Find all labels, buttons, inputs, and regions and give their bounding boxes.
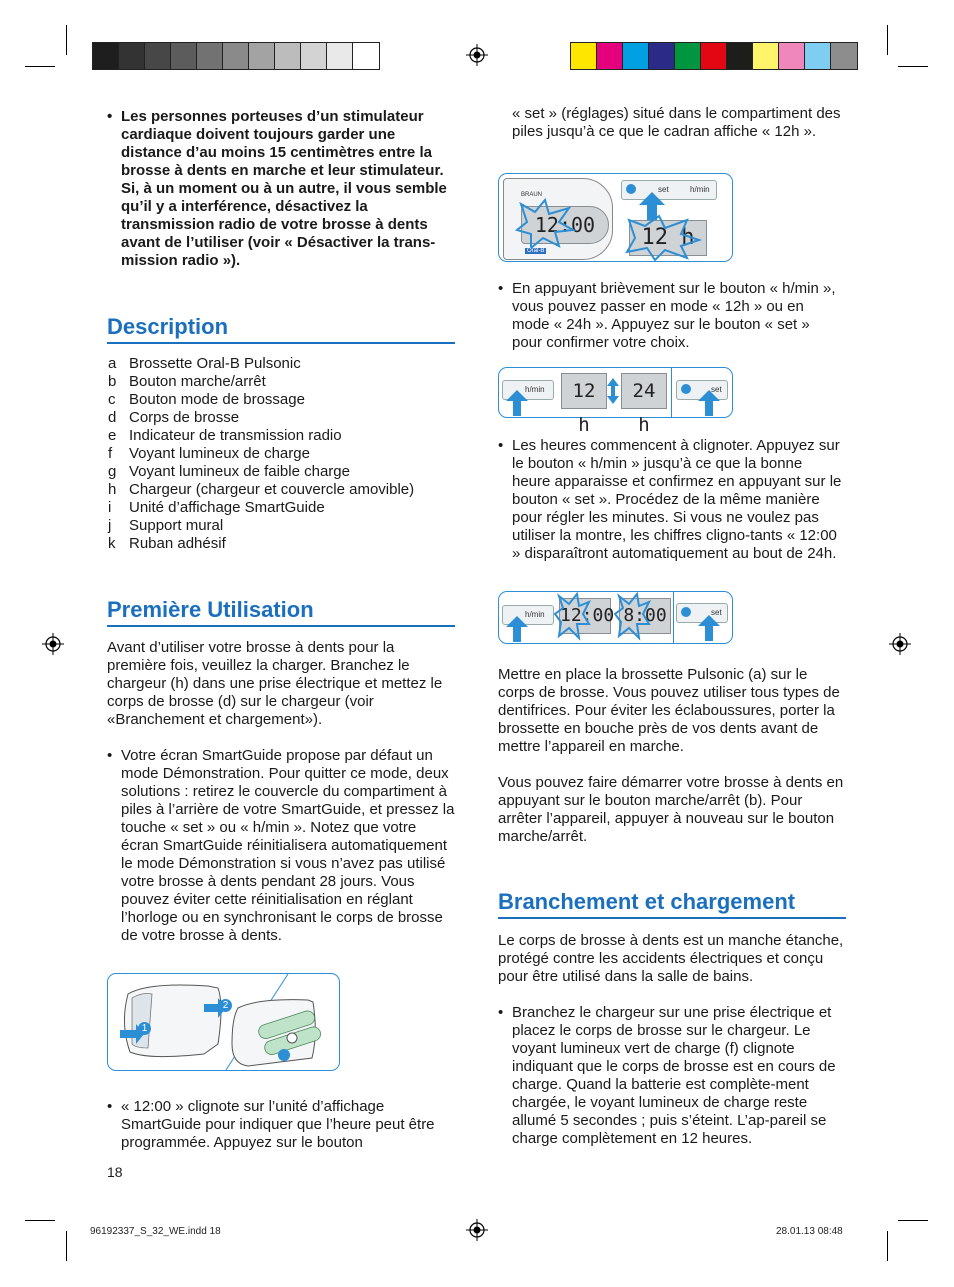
blink-block [107, 1098, 457, 1152]
clock-icon [681, 384, 691, 394]
parts-list [108, 355, 458, 553]
registration-mark-icon [466, 1219, 488, 1241]
mode-12h: 12 h [572, 380, 596, 436]
set-continuation-block [498, 105, 843, 141]
parts-list-item [108, 535, 458, 553]
mode-24h: 24 h [632, 380, 656, 436]
blink-burst-icon [555, 594, 589, 638]
color-swatch [353, 43, 379, 69]
mode-value: 12 h [641, 225, 695, 250]
braun-brand: BRAUN [521, 192, 543, 198]
parts-list-item [108, 409, 458, 427]
color-swatch [753, 43, 779, 69]
description-heading: Description [107, 314, 455, 344]
part-label: Bouton mode de brossage [129, 391, 305, 408]
swap-arrows-icon [607, 378, 619, 404]
part-key: e [108, 427, 117, 444]
clock-icon [626, 184, 636, 194]
color-swatch [145, 43, 171, 69]
parts-list-item [108, 499, 458, 517]
set-label: set [711, 608, 722, 617]
color-swatch [223, 43, 249, 69]
color-swatch [93, 43, 119, 69]
charging-heading: Branchement et chargement [498, 889, 846, 919]
part-key: k [108, 535, 116, 552]
gray-calibration-bar [92, 42, 380, 70]
parts-list-item [108, 355, 458, 373]
color-swatch [649, 43, 675, 69]
crop-mark [66, 25, 67, 55]
parts-list-item [108, 463, 458, 481]
mode-switch-figure [498, 367, 733, 436]
part-label: Brossette Oral-B Pulsonic [129, 355, 301, 372]
first-use-heading: Première Utilisation [107, 597, 455, 627]
set-continuation-text: « set » (réglages) situé dans le compartiment des piles jusqu’à ce que le cadran affiche « 12h ». [512, 105, 841, 140]
color-swatch [701, 43, 727, 69]
part-key: j [108, 517, 112, 534]
time-a: 12:00 [560, 605, 615, 626]
hmin-label: h/min [525, 385, 545, 394]
crop-mark [898, 66, 928, 67]
parts-list-item [108, 391, 458, 409]
first-use-paragraph: Avant d’utiliser votre brosse à dents pour la première fois, veuillez la charger. Branchez le chargeur (h) dans une prise électrique et mettez le corps de brosse (d) sur le chargeur (voir «Branchement et chargement»). [107, 639, 443, 728]
color-swatch [119, 43, 145, 69]
blink-burst-icon [615, 594, 649, 638]
pulsonic-paragraph: Mettre en place la brossette Pulsonic (a) sur le corps de brosse. Vous pouvez utiliser tous types de dentifrices. Pour éviter les éclaboussures, porter la brossette en bouche près de vos dents avant de mettre l’appareil en marche. [498, 666, 840, 755]
registration-mark-icon [889, 633, 911, 655]
step-2-badge: 2 [219, 999, 232, 1012]
color-swatch [831, 43, 857, 69]
crop-mark [25, 1220, 55, 1221]
part-label: Support mural [129, 517, 224, 534]
part-key: d [108, 409, 117, 426]
registration-mark-icon [466, 44, 488, 66]
pacemaker-warning: • Les personnes porteuses d’un stimulateur cardiaque doivent toujours garder une distance d’au moins 15 centimètres entre la brosse à dents en marche et leur stimulateur. Si, à un moment ou à un autre, il vous semble qu’il y a interférence, désactivez la transmission radio de votre brosse à dents avant de l’utiliser (voir « Désactiver la trans-mission radio »). [107, 108, 457, 270]
hours-bullet: • Les heures commencent à clignoter. Appuyez sur le bouton « h/min » jusqu’à ce que la bonne heure apparaisse et confirmez en appuyant sur le bouton « set ». Procédez de la même manière pour régler les minutes. Si vous ne voulez pas utiliser la montre, les chiffres cligno-tants « 12:00 » disparaîtront automatiquement au bout de 24h. [498, 437, 843, 563]
oralb-logo: Oral-B [527, 248, 545, 254]
set-label: set [711, 385, 722, 394]
file-name: 96192337_S_32_WE.indd 18 [90, 1226, 221, 1237]
arrow-up-icon [506, 616, 528, 642]
color-swatch [805, 43, 831, 69]
arrow-up-icon [698, 615, 720, 641]
time-set-figure [498, 591, 733, 644]
blink-burst-icon [625, 214, 701, 260]
charging-bullet: • Branchez le chargeur sur une prise électrique et placez le corps de brosse sur le chargeur. Le voyant lumineux vert de charge (f) clignote indiquant que le corps de brosse est en cours de charge. Quand la batterie est complète-ment chargée, le voyant lumineux de charge reste allumé 5 secondes ; puis s’éteint. L’ap-pareil se charge complètement en 12 heures. [498, 1004, 848, 1148]
part-label: Ruban adhésif [129, 535, 226, 552]
color-swatch [275, 43, 301, 69]
color-swatch [779, 43, 805, 69]
set-label: set [658, 185, 669, 194]
blink-bullet: • « 12:00 » clignote sur l’unité d’affichage SmartGuide pour indiquer que l’heure peut être programmée. Appuyez sur le bouton [107, 1098, 457, 1152]
part-key: c [108, 391, 116, 408]
arrow-up-icon [506, 390, 528, 416]
step-1-badge: 1 [138, 1022, 151, 1035]
color-swatch [171, 43, 197, 69]
parts-list-item [108, 373, 458, 391]
battery-compartment-figure [107, 973, 340, 1071]
time-b: 8:00 [623, 605, 667, 626]
mode-12h-display [561, 373, 607, 436]
clock-time: 12:00 [534, 213, 596, 237]
hours-block [498, 437, 843, 563]
print-date: 28.01.13 08:48 [776, 1226, 843, 1237]
color-swatch [197, 43, 223, 69]
blink-burst-icon [515, 200, 575, 248]
part-key: a [108, 355, 117, 372]
parts-list-item [108, 445, 458, 463]
usage-block [498, 666, 848, 846]
part-label: Voyant lumineux de charge [129, 445, 310, 462]
color-swatch [301, 43, 327, 69]
divider [673, 592, 674, 643]
crop-mark [887, 1231, 888, 1261]
part-key: h [108, 481, 117, 498]
color-swatch [675, 43, 701, 69]
clock-icon [681, 607, 691, 617]
hmin-label: h/min [690, 185, 710, 194]
color-swatch [327, 43, 353, 69]
color-swatch [571, 43, 597, 69]
crop-mark [66, 1231, 67, 1261]
first-use-block [107, 639, 457, 945]
crop-mark [898, 1220, 928, 1221]
part-key: i [108, 499, 112, 516]
page-number: 18 [107, 1164, 123, 1180]
parts-list-item [108, 481, 458, 499]
color-swatch [623, 43, 649, 69]
charging-block [498, 932, 848, 1148]
part-label: Corps de brosse [129, 409, 240, 426]
color-swatch [727, 43, 753, 69]
part-key: f [108, 445, 113, 462]
color-swatch [249, 43, 275, 69]
hmin-bullet: • En appuyant brièvement sur le bouton « h/min », vous pouvez passer en mode « 12h » ou en mode « 24h ». Appuyez sur le bouton « set » pour confirmer votre choix. [498, 280, 843, 352]
mode-24h-display [621, 373, 667, 436]
part-key: b [108, 373, 117, 390]
part-label: Bouton marche/arrêt [129, 373, 266, 390]
parts-list-item [108, 427, 458, 445]
arrow-up-icon [698, 390, 720, 416]
hmin-block [498, 280, 843, 352]
registration-mark-icon [42, 633, 64, 655]
smartguide-demo-bullet: • Votre écran SmartGuide propose par défaut un mode Démonstration. Pour quitter ce mode, deux solutions : retirez le couvercle du compartiment à piles à l’arrière de votre SmartGuide, et pressez la touche « set » ou « h/min ». Notez que votre écran SmartGuide réinitialisera automatiquement le mode Démonstration si vous n’avez pas utilisé votre brosse à dents pendant 28 jours. Vous pouvez éviter cette réinitialisation en réglant l’horloge ou en synchronisant le corps de brosse de votre brosse à dents. [107, 747, 457, 945]
part-label: Indicateur de transmission radio [129, 427, 342, 444]
divider [671, 368, 672, 417]
part-label: Voyant lumineux de faible charge [129, 463, 350, 480]
intro-bullet-block [107, 108, 457, 270]
crop-mark [887, 25, 888, 55]
color-calibration-bar [570, 42, 858, 70]
button-bar [621, 180, 717, 200]
part-key: g [108, 463, 117, 480]
crop-mark [25, 66, 55, 67]
charging-paragraph: Le corps de brosse à dents est un manche étanche, protégé contre les accidents électriques et conçu pour être utilisé dans la salle de bains. [498, 932, 844, 985]
part-label: Chargeur (chargeur et couvercle amovible) [129, 481, 415, 498]
part-label: Unité d’affichage SmartGuide [129, 499, 325, 516]
parts-list-item [108, 517, 458, 535]
color-swatch [597, 43, 623, 69]
smartguide-display-figure [498, 173, 733, 262]
hmin-label: h/min [525, 610, 545, 619]
start-paragraph: Vous pouvez faire démarrer votre brosse à dents en appuyant sur le bouton marche/arrêt (b). Pour arrêter l’appareil, appuyer à nouveau sur le bouton marche/arrêt. [498, 774, 844, 845]
